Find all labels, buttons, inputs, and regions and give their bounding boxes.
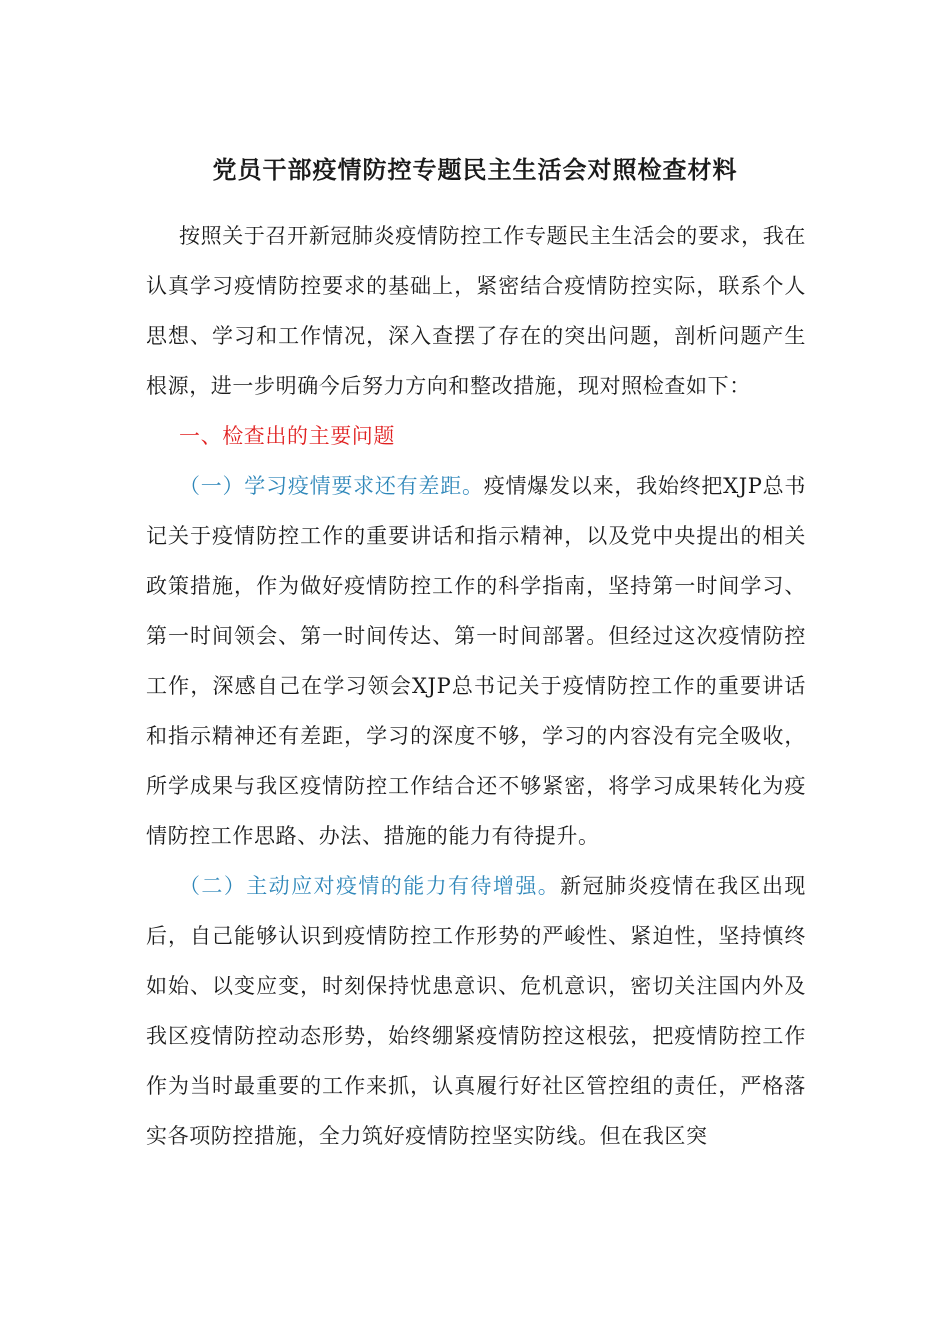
document-body [146,211,806,1161]
subsection-1-text: 疫情爆发以来，我始终把XJP总书记关于疫情防控工作的重要讲话和指示精神，以及党中央提出的相关政策措施，作为做好疫情防控工作的科学指南，坚持第一时间学习、第一时间领会、第一时间传达、第一时间部署。但经过这次疫情防控工作，深感自己在学习领会XJP总书记关于疫情防控工作的重要讲话和指示精神还有差距，学习的深度不够，学习的内容没有完全吸收，所学成果与我区疫情防控工作结合还不够紧密，将学习成果转化为疫情防控工作思路、办法、措施的能力有待提升。 [146,474,806,848]
subsection-2-text: 新冠肺炎疫情在我区出现后，自己能够认识到疫情防控工作形势的严峻性、紧迫性，坚持慎终如始、以变应变，时刻保持忧患意识、危机意识，密切关注国内外及我区疫情防控动态形势，始终绷紧疫情防控这根弦，把疫情防控工作作为当时最重要的工作来抓，认真履行好社区管控组的责任，严格落实各项防控措施，全力筑好疫情防控坚实防线。但在我区突 [146,874,806,1148]
intro-paragraph: 按照关于召开新冠肺炎疫情防控工作专题民主生活会的要求，我在认真学习疫情防控要求的基础上，紧密结合疫情防控实际，联系个人思想、学习和工作情况，深入查摆了存在的突出问题，剖析问题产生根源，进一步明确今后努力方向和整改措施，现对照检查如下： [146,224,806,398]
subsection-1-heading: （一）学习疫情要求还有差距。 [179,474,484,498]
section-heading-problems: 一、检查出的主要问题 [179,424,395,448]
subsection-2-paragraph [146,861,806,1161]
subsection-2-heading: （二）主动应对疫情的能力有待增强。 [179,874,561,898]
subsection-1-paragraph [146,461,806,861]
document-title: 党员干部疫情防控专题民主生活会对照检查材料 [212,155,738,184]
